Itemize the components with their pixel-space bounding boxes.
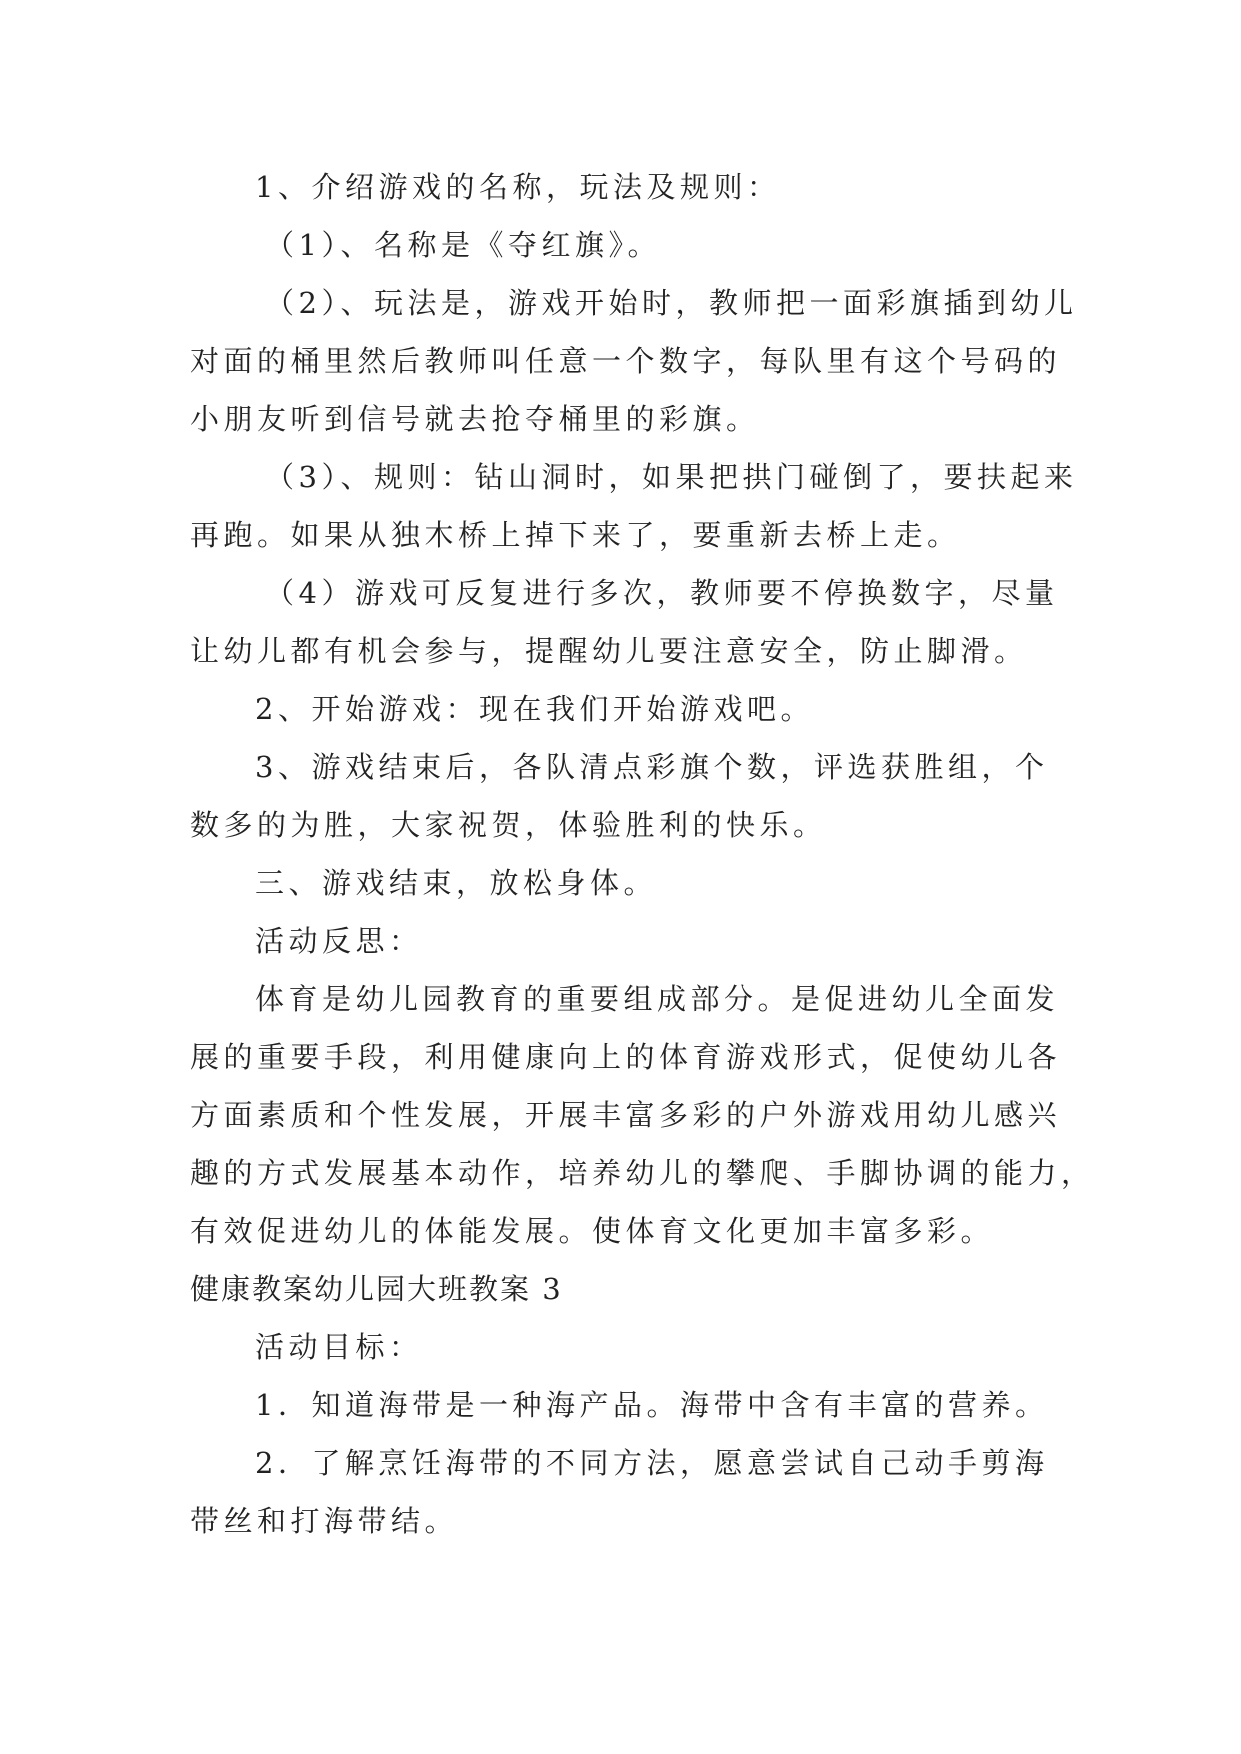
text-line: 数多的为胜，大家祝贺，体验胜利的快乐。 <box>190 808 827 842</box>
section-label: 活动目标： <box>255 1330 423 1364</box>
text-line: 1、介绍游戏的名称，玩法及规则： <box>255 170 781 204</box>
text-line: 对面的桶里然后教师叫任意一个数字，每队里有这个号码的 <box>190 344 1062 378</box>
text-line: 趣的方式发展基本动作，培养幼儿的攀爬、手脚协调的能力， <box>190 1156 1095 1190</box>
text-line: 2、开始游戏：现在我们开始游戏吧。 <box>255 692 814 726</box>
text-line: （3）、规则：钻山洞时，如果把拱门碰倒了，要扶起来 <box>265 460 1078 494</box>
text-line: 方面素质和个性发展，开展丰富多彩的户外游戏用幼儿感兴 <box>190 1098 1062 1132</box>
text-line: 1．知道海带是一种海产品。海带中含有丰富的营养。 <box>255 1388 1049 1422</box>
text-line: 小朋友听到信号就去抢夺桶里的彩旗。 <box>190 402 760 436</box>
text-line: 2．了解烹饪海带的不同方法，愿意尝试自己动手剪海 <box>255 1446 1049 1480</box>
text-line: （4）游戏可反复进行多次，教师要不停换数字，尽量 <box>265 576 1059 610</box>
section-label: 活动反思： <box>255 924 423 958</box>
text-line: 体育是幼儿园教育的重要组成部分。是促进幼儿全面发 <box>255 982 1060 1016</box>
text-line: （2）、玩法是，游戏开始时，教师把一面彩旗插到幼儿 <box>265 286 1078 320</box>
section-heading: 健康教案幼儿园大班教案 3 <box>190 1272 563 1306</box>
text-line: 有效促进幼儿的体能发展。使体育文化更加丰富多彩。 <box>190 1214 995 1248</box>
text-line: 3、游戏结束后，各队清点彩旗个数，评选获胜组，个 <box>255 750 1049 784</box>
text-line: （1）、名称是《夺红旗》。 <box>265 228 661 262</box>
text-line: 让幼儿都有机会参与，提醒幼儿要注意安全，防止脚滑。 <box>190 634 1028 668</box>
text-line: 再跑。如果从独木桥上掉下来了，要重新去桥上走。 <box>190 518 961 552</box>
text-line: 展的重要手段，利用健康向上的体育游戏形式，促使幼儿各 <box>190 1040 1062 1074</box>
text-line: 三、游戏结束，放松身体。 <box>255 866 658 900</box>
text-line: 带丝和打海带结。 <box>190 1504 459 1538</box>
